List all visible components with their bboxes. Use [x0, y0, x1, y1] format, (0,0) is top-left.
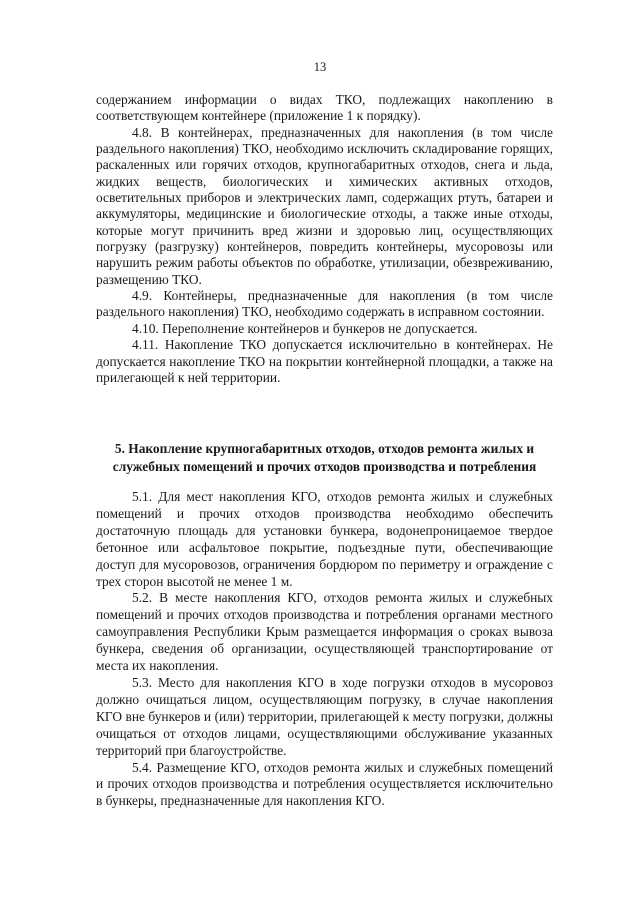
section-5-text [96, 489, 553, 810]
paragraph-4-7-continuation: содержанием информации о видах ТКО, подлежащих накоплению в соответствующем контейнере (приложение 1 к порядку). [96, 92, 553, 124]
paragraph-5-4: 5.4. Размещение КГО, отходов ремонта жилых и служебных помещений и прочих отходов производства и потребления осуществляется исключительно в бункеры, предназначенные для накопления КГО. [96, 759, 553, 809]
paragraph-4-8: 4.8. В контейнерах, предназначенных для накопления (в том числе раздельного накопления) ТКО, необходимо исключить складирование горящих, раскаленных или горячих отходов, крупногабаритных отходов, снега и льда, жидких веществ, биологических и химических активных отходов, осветительных приборов и электрических ламп, содержащих ртуть, батареи и аккумуляторы, медицинские и биологические отходы, а также иные отходы, которые могут причинить вред жизни и здоровью лиц, осуществляющих погрузку (разгрузку) контейнеров, повредить контейнеры, мусоровозы или нарушить режим работы объектов по обработке, утилизации, обезвреживанию, размещению ТКО. [96, 124, 553, 287]
section-5-heading-line-1: 5. Накопление крупногабаритных отходов, отходов ремонта жилых и [114, 441, 535, 456]
paragraph-4-11: 4.11. Накопление ТКО допускается исключительно в контейнерах. Не допускается накопление ТКО на покрытии контейнерной площадки, а также на прилегающей к ней территории. [96, 337, 553, 385]
section-4-text [96, 92, 553, 386]
page-number: 13 [313, 60, 327, 74]
paragraph-5-2: 5.2. В месте накопления КГО, отходов ремонта жилых и служебных помещений и прочих отходов производства и потребления органами местного самоуправления Республики Крым размещается информация о сроках вывоза бункера, сведения об организации, осуществляющей транспортирование от места их накопления. [96, 590, 553, 674]
paragraph-5-3: 5.3. Место для накопления КГО в ходе погрузки отходов в мусоровоз должно очищаться лицом, осуществляющим погрузку, в случае накопления КГО вне бункеров и (или) территории, прилегающей к месту погрузки, должны очищаться от отходов лицами, осуществляющими обслуживание указанных территорий при благоустройстве. [96, 674, 553, 758]
paragraph-4-9: 4.9. Контейнеры, предназначенные для накопления (в том числе раздельного накопления) ТКО, необходимо содержать в исправном состоянии. [96, 288, 553, 320]
paragraph-4-10: 4.10. Переполнение контейнеров и бункеров не допускается. [132, 320, 478, 336]
section-5-heading-line-2: служебных помещений и прочих отходов производства и потребления [112, 458, 537, 474]
paragraph-5-1: 5.1. Для мест накопления КГО, отходов ремонта жилых и служебных помещений и прочих отходов производства необходимо обеспечить достаточную площадь для установки бункера, водонепроницаемое твердое бетонное или асфальтовое покрытие, подъездные пути, обеспечивающие доступ для мусоровозов, ограничения бордюром по периметру и ограждение с трех сторон высотой не менее 1 м. [96, 489, 553, 589]
section-5-heading [96, 440, 553, 475]
